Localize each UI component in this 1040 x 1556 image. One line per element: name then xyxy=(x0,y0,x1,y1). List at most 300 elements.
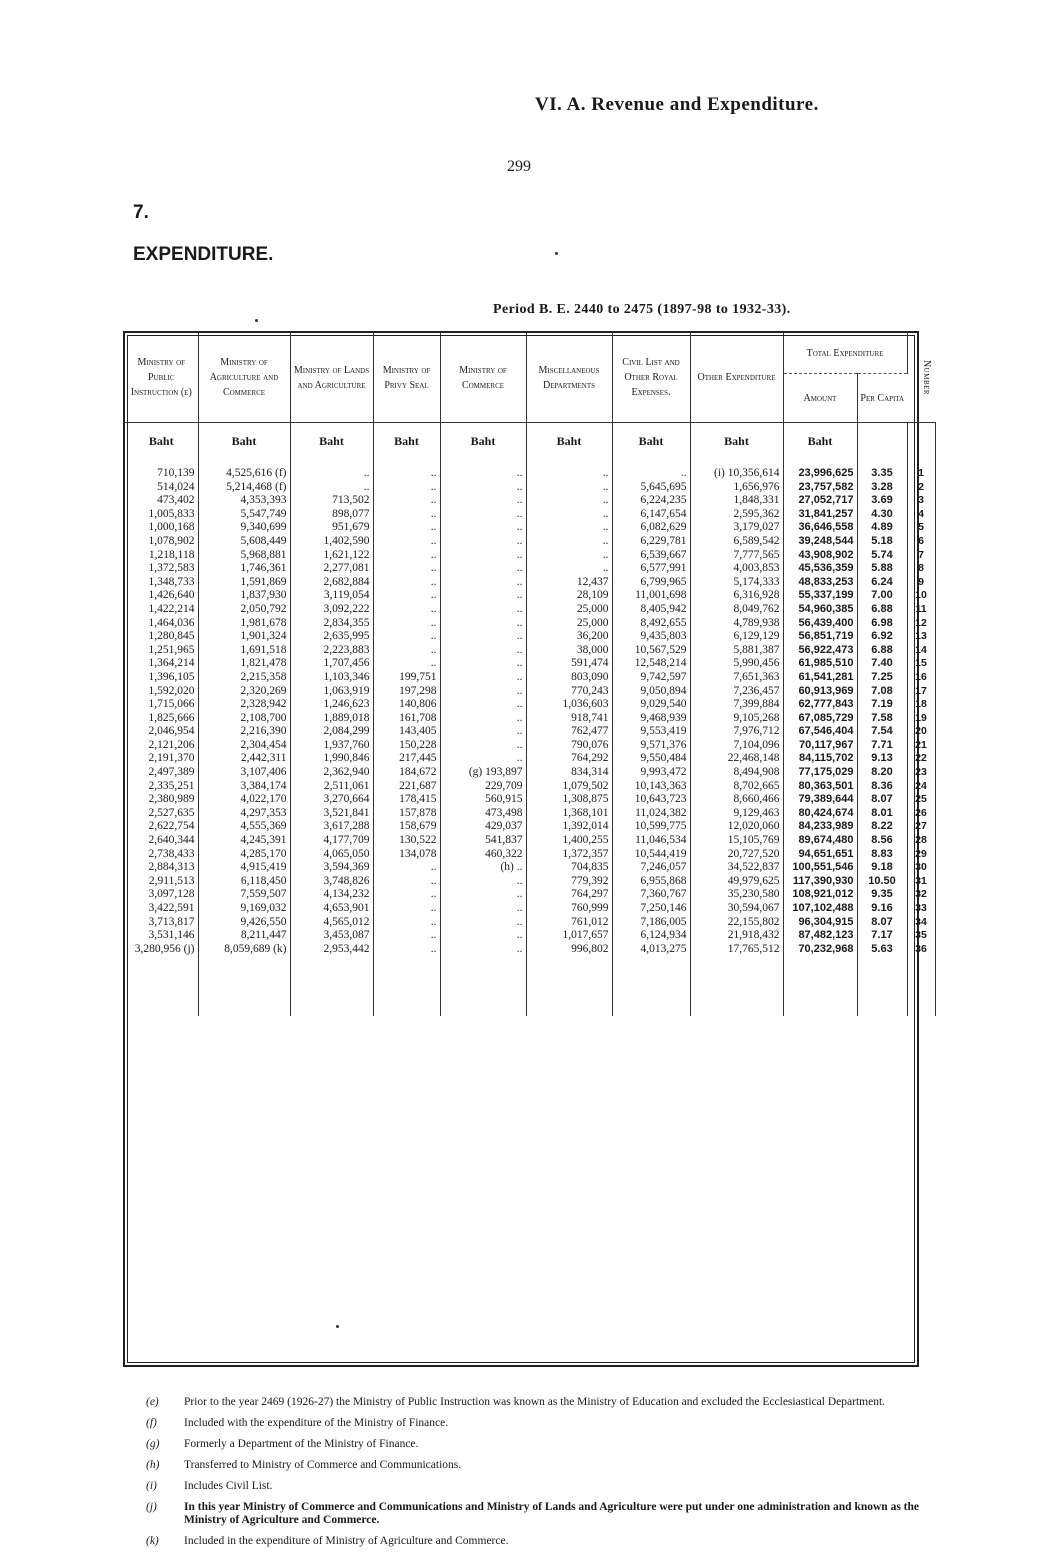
table-cell: 9,435,803 xyxy=(612,630,690,644)
table-cell: 48,833,253 xyxy=(783,576,857,590)
footnote-text: Included in the expenditure of Ministry of Agriculture and Commerce. xyxy=(184,1535,509,1547)
unit-cell: Baht xyxy=(690,423,783,460)
table-cell: 2,108,700 xyxy=(198,712,290,726)
col-header-amount: Amount xyxy=(783,374,857,423)
table-cell: 87,482,123 xyxy=(783,929,857,943)
table-cell: 8,211,447 xyxy=(198,929,290,943)
empty-cell xyxy=(373,956,440,1016)
table-cell: 32 xyxy=(907,888,935,902)
page-number: 299 xyxy=(507,158,531,175)
table-cell: 2,328,942 xyxy=(198,698,290,712)
table-cell: 1,372,357 xyxy=(526,848,612,862)
table-cell: 80,363,501 xyxy=(783,780,857,794)
table-cell: 33 xyxy=(907,902,935,916)
unit-cell: Baht xyxy=(373,423,440,460)
table-row xyxy=(125,617,935,631)
table-cell: 713,502 xyxy=(290,494,373,508)
table-cell: 2,277,081 xyxy=(290,562,373,576)
table-cell: 25,000 xyxy=(526,617,612,631)
table-cell: 3.35 xyxy=(857,459,907,481)
table-cell: 3.28 xyxy=(857,481,907,495)
table-cell: 1,426,640 xyxy=(125,589,198,603)
table-row xyxy=(125,834,935,848)
empty-cell xyxy=(857,956,907,1016)
empty-cell xyxy=(125,956,198,1016)
table-cell: 13 xyxy=(907,630,935,644)
table-cell: 3,748,826 xyxy=(290,875,373,889)
table-cell: 1,592,020 xyxy=(125,685,198,699)
table-row xyxy=(125,943,935,957)
table-cell: 1,392,014 xyxy=(526,820,612,834)
table-cell: 6,577,991 xyxy=(612,562,690,576)
table-cell: 6.88 xyxy=(857,644,907,658)
table-cell: 45,536,359 xyxy=(783,562,857,576)
table-row xyxy=(125,807,935,821)
table-cell: 7,777,565 xyxy=(690,549,783,563)
table-cell: 429,037 xyxy=(440,820,526,834)
table-cell: 36,646,558 xyxy=(783,521,857,535)
table-cell: 140,806 xyxy=(373,698,440,712)
table-cell: 710,139 xyxy=(125,459,198,481)
table-cell: 5,881,387 xyxy=(690,644,783,658)
table-cell: 1,280,845 xyxy=(125,630,198,644)
table-cell: 3,422,591 xyxy=(125,902,198,916)
table-cell: 6,955,868 xyxy=(612,875,690,889)
table-cell: .. xyxy=(373,508,440,522)
table-cell: 898,077 xyxy=(290,508,373,522)
table-cell: 1,348,733 xyxy=(125,576,198,590)
table-cell: .. xyxy=(440,725,526,739)
table-cell: .. xyxy=(440,916,526,930)
table-cell: 56,439,400 xyxy=(783,617,857,631)
table-row xyxy=(125,902,935,916)
table-cell: 2 xyxy=(907,481,935,495)
table-cell: 16 xyxy=(907,671,935,685)
table-cell: .. xyxy=(373,603,440,617)
table-cell: 3,453,087 xyxy=(290,929,373,943)
table-cell: 764,297 xyxy=(526,888,612,902)
table-cell: 150,228 xyxy=(373,739,440,753)
table-cell: 184,672 xyxy=(373,766,440,780)
table-cell: 12,548,214 xyxy=(612,657,690,671)
table-cell: .. xyxy=(440,521,526,535)
unit-cell: Baht xyxy=(198,423,290,460)
table-cell: 56,851,719 xyxy=(783,630,857,644)
table-cell: 31 xyxy=(907,875,935,889)
table-row xyxy=(125,521,935,535)
table-cell: 560,915 xyxy=(440,793,526,807)
table-cell: .. xyxy=(440,875,526,889)
table-cell: 7.40 xyxy=(857,657,907,671)
table-cell: (h) .. xyxy=(440,861,526,875)
table-cell: 1,901,324 xyxy=(198,630,290,644)
table-cell: 3,119,054 xyxy=(290,589,373,603)
table-cell: 1,981,678 xyxy=(198,617,290,631)
footnote-mark: (j) xyxy=(146,1501,157,1513)
table-row xyxy=(125,929,935,943)
table-cell: .. xyxy=(373,630,440,644)
empty-cell xyxy=(690,956,783,1016)
table-cell: 9 xyxy=(907,576,935,590)
table-cell: .. xyxy=(440,576,526,590)
table-row xyxy=(125,820,935,834)
footnote xyxy=(146,1535,936,1548)
table-cell: 158,679 xyxy=(373,820,440,834)
table-cell: .. xyxy=(440,657,526,671)
table-cell: 23,996,625 xyxy=(783,459,857,481)
table-cell: 24 xyxy=(907,780,935,794)
table-cell: 2,362,940 xyxy=(290,766,373,780)
table-cell: 2,682,884 xyxy=(290,576,373,590)
col-header-lands-agriculture: Ministry of Lands and Agriculture xyxy=(290,333,373,423)
table-cell: 9,550,484 xyxy=(612,752,690,766)
table-cell: 9,169,032 xyxy=(198,902,290,916)
table-cell: 6.92 xyxy=(857,630,907,644)
unit-cell: Baht xyxy=(290,423,373,460)
table-cell: 9,742,597 xyxy=(612,671,690,685)
table-cell: 9,553,419 xyxy=(612,725,690,739)
table-cell: .. xyxy=(290,459,373,481)
table-cell: 2,121,206 xyxy=(125,739,198,753)
table-cell: (i) 10,356,614 xyxy=(690,459,783,481)
footnote-mark: (i) xyxy=(146,1480,157,1492)
table-cell: 4,297,353 xyxy=(198,807,290,821)
table-cell: 31,841,257 xyxy=(783,508,857,522)
table-cell: .. xyxy=(373,494,440,508)
footnote-text: Included with the expenditure of the Ministry of Finance. xyxy=(184,1417,449,1429)
table-cell: 6,224,235 xyxy=(612,494,690,508)
table-cell: 9.16 xyxy=(857,902,907,916)
table-row xyxy=(125,508,935,522)
table-cell: 8.20 xyxy=(857,766,907,780)
table-filler-row xyxy=(125,956,935,1016)
table-cell: .. xyxy=(373,916,440,930)
table-cell: 1,746,361 xyxy=(198,562,290,576)
table-cell: .. xyxy=(440,535,526,549)
table-cell: 6,147,654 xyxy=(612,508,690,522)
table-cell: 8.56 xyxy=(857,834,907,848)
table-cell: 1,078,902 xyxy=(125,535,198,549)
table-cell: 3,092,222 xyxy=(290,603,373,617)
table-cell: 3,594,369 xyxy=(290,861,373,875)
table-cell: 1,308,875 xyxy=(526,793,612,807)
table-cell: 178,415 xyxy=(373,793,440,807)
col-header-civil-list: Civil List and Other Royal Expenses. xyxy=(612,333,690,423)
table-cell: 34 xyxy=(907,916,935,930)
table-cell: 7.00 xyxy=(857,589,907,603)
table-cell: 1,079,502 xyxy=(526,780,612,794)
table-cell: .. xyxy=(526,459,612,481)
table-cell: 199,751 xyxy=(373,671,440,685)
table-cell: 2,335,251 xyxy=(125,780,198,794)
table-cell: .. xyxy=(373,589,440,603)
unit-cell: Baht xyxy=(125,423,198,460)
table-cell: 10,544,419 xyxy=(612,848,690,862)
table-cell: 1,400,255 xyxy=(526,834,612,848)
table-cell: 7 xyxy=(907,549,935,563)
table-row xyxy=(125,671,935,685)
empty-cell xyxy=(198,956,290,1016)
table-cell: 100,551,546 xyxy=(783,861,857,875)
table-cell: 6.98 xyxy=(857,617,907,631)
footnote-text: Transferred to Ministry of Commerce and Communications. xyxy=(184,1459,462,1471)
table-cell: 28 xyxy=(907,834,935,848)
table-cell: 36 xyxy=(907,943,935,957)
table-cell: .. xyxy=(373,459,440,481)
print-speck xyxy=(336,1325,339,1328)
table-cell: .. xyxy=(290,481,373,495)
table-cell: 7,236,457 xyxy=(690,685,783,699)
table-cell: 1,656,976 xyxy=(690,481,783,495)
footnote-mark: (e) xyxy=(146,1396,159,1408)
table-cell: 6,589,542 xyxy=(690,535,783,549)
table-cell: 2,046,954 xyxy=(125,725,198,739)
table-cell: .. xyxy=(526,549,612,563)
table-cell: 11,024,382 xyxy=(612,807,690,821)
table-cell: 3,179,027 xyxy=(690,521,783,535)
print-speck xyxy=(555,252,558,255)
table-cell: 7,186,005 xyxy=(612,916,690,930)
table-cell: 84,233,989 xyxy=(783,820,857,834)
table-cell: 9.35 xyxy=(857,888,907,902)
table-cell: .. xyxy=(373,888,440,902)
unit-cell: Baht xyxy=(783,423,857,460)
footnote xyxy=(146,1501,936,1527)
table-cell: 1,691,518 xyxy=(198,644,290,658)
table-row xyxy=(125,698,935,712)
table-cell: 3.69 xyxy=(857,494,907,508)
table-cell: .. xyxy=(440,459,526,481)
table-row xyxy=(125,739,935,753)
table-cell: 5,968,881 xyxy=(198,549,290,563)
table-cell: 2,216,390 xyxy=(198,725,290,739)
footnote xyxy=(146,1438,936,1451)
table-cell: 2,084,299 xyxy=(290,725,373,739)
table-cell: .. xyxy=(440,888,526,902)
col-header-number xyxy=(907,333,935,423)
table-cell: 8,494,908 xyxy=(690,766,783,780)
table-cell: 2,635,995 xyxy=(290,630,373,644)
table-cell: 8.07 xyxy=(857,916,907,930)
table-cell: 9,129,463 xyxy=(690,807,783,821)
col-header-per-capita: Per Capita xyxy=(860,392,905,404)
expenditure-table-frame xyxy=(123,331,932,1367)
table-cell: 7.54 xyxy=(857,725,907,739)
table-cell: 2,511,061 xyxy=(290,780,373,794)
table-cell: 89,674,480 xyxy=(783,834,857,848)
table-cell: .. xyxy=(373,929,440,943)
table-cell: 1,715,066 xyxy=(125,698,198,712)
table-cell: 7,399,884 xyxy=(690,698,783,712)
table-row xyxy=(125,766,935,780)
table-cell: .. xyxy=(440,494,526,508)
table-cell: 9,993,472 xyxy=(612,766,690,780)
table-cell: 7.17 xyxy=(857,929,907,943)
table-cell: 996,802 xyxy=(526,943,612,957)
table-cell: 2,497,389 xyxy=(125,766,198,780)
table-cell: 17 xyxy=(907,685,935,699)
table-cell: 221,687 xyxy=(373,780,440,794)
table-cell: 12 xyxy=(907,617,935,631)
table-cell: 8.07 xyxy=(857,793,907,807)
table-cell: .. xyxy=(440,739,526,753)
table-row xyxy=(125,712,935,726)
table-row xyxy=(125,644,935,658)
col-header-other-expenditure: Other Expenditure xyxy=(690,333,783,423)
table-cell: 22 xyxy=(907,752,935,766)
unit-cell: Baht xyxy=(526,423,612,460)
table-cell: 10,567,529 xyxy=(612,644,690,658)
table-cell: 779,392 xyxy=(526,875,612,889)
table-cell: 4,353,393 xyxy=(198,494,290,508)
table-cell: 4.30 xyxy=(857,508,907,522)
table-cell: 39,248,544 xyxy=(783,535,857,549)
table-cell: 7,559,507 xyxy=(198,888,290,902)
table-cell: 1 xyxy=(907,459,935,481)
table-cell: 6,229,781 xyxy=(612,535,690,549)
table-cell: 8,059,689 (k) xyxy=(198,943,290,957)
empty-cell xyxy=(440,956,526,1016)
table-cell: 473,402 xyxy=(125,494,198,508)
table-cell: 7,246,057 xyxy=(612,861,690,875)
table-cell: .. xyxy=(440,698,526,712)
table-cell: 70,117,967 xyxy=(783,739,857,753)
table-cell: 1,621,122 xyxy=(290,549,373,563)
table-cell: 7,250,146 xyxy=(612,902,690,916)
table-cell: 4,065,050 xyxy=(290,848,373,862)
table-cell: 11 xyxy=(907,603,935,617)
table-cell: 25,000 xyxy=(526,603,612,617)
expenditure-table xyxy=(125,333,936,1016)
table-cell: 10.50 xyxy=(857,875,907,889)
table-cell: .. xyxy=(526,521,612,535)
table-cell: 54,960,385 xyxy=(783,603,857,617)
table-cell: 5,645,695 xyxy=(612,481,690,495)
table-cell: 229,709 xyxy=(440,780,526,794)
table-cell: 21,918,432 xyxy=(690,929,783,943)
table-cell: 9,571,376 xyxy=(612,739,690,753)
table-cell: 6,316,928 xyxy=(690,589,783,603)
table-cell: 1,889,018 xyxy=(290,712,373,726)
footnote xyxy=(146,1396,936,1409)
table-cell: 5,214,468 (f) xyxy=(198,481,290,495)
unit-cell-empty xyxy=(857,423,907,460)
col-header-agriculture-commerce: Ministry of Agriculture and Commerce xyxy=(198,333,290,423)
period-heading: Period B. E. 2440 to 2475 (1897-98 to 1932-33). xyxy=(493,302,791,317)
table-row xyxy=(125,752,935,766)
table-cell: .. xyxy=(373,644,440,658)
table-cell: 1,017,657 xyxy=(526,929,612,943)
table-cell: 84,115,702 xyxy=(783,752,857,766)
table-cell: 4,013,275 xyxy=(612,943,690,957)
table-cell: 55,337,199 xyxy=(783,589,857,603)
table-cell: .. xyxy=(526,562,612,576)
table-cell: 8.36 xyxy=(857,780,907,794)
table-cell: 6,118,450 xyxy=(198,875,290,889)
table-cell: 770,243 xyxy=(526,685,612,699)
col-header-commerce: Ministry of Commerce xyxy=(440,333,526,423)
table-cell: 1,372,583 xyxy=(125,562,198,576)
empty-cell xyxy=(612,956,690,1016)
table-cell: 1,591,869 xyxy=(198,576,290,590)
table-cell: 2,442,311 xyxy=(198,752,290,766)
table-cell: 4,245,391 xyxy=(198,834,290,848)
table-cell: 217,445 xyxy=(373,752,440,766)
table-row xyxy=(125,916,935,930)
table-cell: 15 xyxy=(907,657,935,671)
table-cell: 4,525,616 (f) xyxy=(198,459,290,481)
table-row xyxy=(125,481,935,495)
table-cell: 96,304,915 xyxy=(783,916,857,930)
col-header-misc-departments: Miscellaneous Departments xyxy=(526,333,612,423)
table-cell: 2,911,513 xyxy=(125,875,198,889)
table-cell: .. xyxy=(440,617,526,631)
table-cell: 2,640,344 xyxy=(125,834,198,848)
table-cell: 8,492,655 xyxy=(612,617,690,631)
table-cell: 790,076 xyxy=(526,739,612,753)
table-cell: 6,082,629 xyxy=(612,521,690,535)
unit-cell: Baht xyxy=(612,423,690,460)
table-cell: 9.13 xyxy=(857,752,907,766)
table-cell: 26 xyxy=(907,807,935,821)
table-cell: .. xyxy=(440,630,526,644)
table-cell: 12,437 xyxy=(526,576,612,590)
table-cell: 2,884,313 xyxy=(125,861,198,875)
table-cell: 23 xyxy=(907,766,935,780)
table-cell: 8,405,942 xyxy=(612,603,690,617)
table-cell: 2,622,754 xyxy=(125,820,198,834)
table-cell: 4,022,170 xyxy=(198,793,290,807)
table-row xyxy=(125,603,935,617)
table-cell: 12,020,060 xyxy=(690,820,783,834)
table-cell: .. xyxy=(440,508,526,522)
table-cell: 3,280,956 (j) xyxy=(125,943,198,957)
table-cell: 30,594,067 xyxy=(690,902,783,916)
table-cell: 10 xyxy=(907,589,935,603)
table-cell: 3,097,128 xyxy=(125,888,198,902)
table-cell: 1,937,760 xyxy=(290,739,373,753)
table-cell: .. xyxy=(440,549,526,563)
table-cell: .. xyxy=(373,657,440,671)
table-cell: 20 xyxy=(907,725,935,739)
table-cell: 1,402,590 xyxy=(290,535,373,549)
table-cell: .. xyxy=(373,875,440,889)
table-cell: .. xyxy=(440,902,526,916)
table-cell: 18 xyxy=(907,698,935,712)
table-cell: 28,109 xyxy=(526,589,612,603)
table-cell: 62,777,843 xyxy=(783,698,857,712)
table-cell: 5,547,749 xyxy=(198,508,290,522)
table-cell: 460,322 xyxy=(440,848,526,862)
table-cell: .. xyxy=(373,481,440,495)
table-row xyxy=(125,630,935,644)
table-cell: 1,368,101 xyxy=(526,807,612,821)
table-cell: 764,292 xyxy=(526,752,612,766)
table-cell: 6 xyxy=(907,535,935,549)
table-cell: 1,821,478 xyxy=(198,657,290,671)
table-cell: 2,953,442 xyxy=(290,943,373,957)
table-cell: 3,713,817 xyxy=(125,916,198,930)
table-cell: 6,799,965 xyxy=(612,576,690,590)
footnotes xyxy=(146,1396,936,1556)
table-cell: 4,134,232 xyxy=(290,888,373,902)
table-cell: .. xyxy=(373,617,440,631)
table-cell: 473,498 xyxy=(440,807,526,821)
table-cell: 7,104,096 xyxy=(690,739,783,753)
table-cell: 1,036,603 xyxy=(526,698,612,712)
table-cell: 157,878 xyxy=(373,807,440,821)
table-cell: 3,107,406 xyxy=(198,766,290,780)
